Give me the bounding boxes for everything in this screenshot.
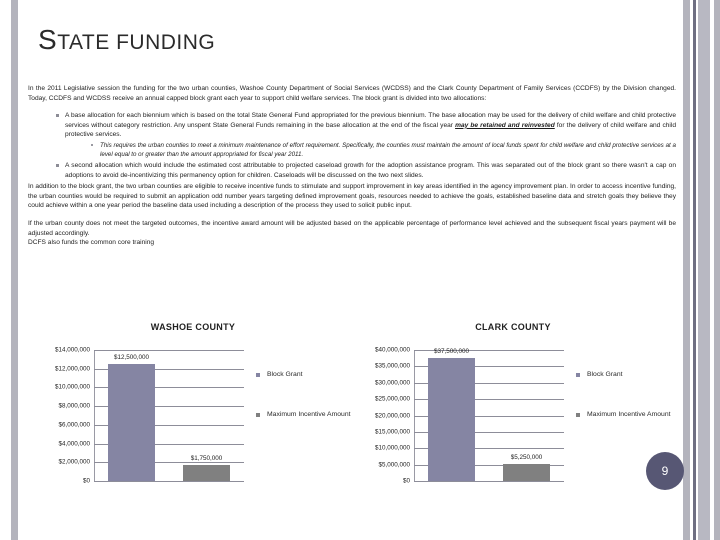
page-title-initial: S xyxy=(38,24,58,55)
allocation-bullet-list xyxy=(28,111,676,180)
sub-bullet-maintenance-of-effort: This requires the urban counties to meet a minimum maintenance of effort requirement. Specifically, the counties must maintain the amount of local funds spent for child welfare and child protective services at a level equal to or greater than the amount appropriated for fiscal year 2011. xyxy=(91,141,676,159)
y-axis-tick-label: $8,000,000 xyxy=(58,402,90,410)
y-axis-tick-label: $10,000,000 xyxy=(374,444,410,452)
y-axis-tick-label: $20,000,000 xyxy=(374,412,410,419)
legend-label-max-incentive: Maximum Incentive Amount xyxy=(587,410,671,418)
y-axis-tick-label: $5,000,000 xyxy=(378,461,410,469)
y-axis-tick-label: $4,000,000 xyxy=(58,440,90,448)
chart-clark-legend xyxy=(576,370,672,419)
y-axis-tick-label: $2,000,000 xyxy=(58,458,90,466)
bar-max-incentive xyxy=(503,464,550,481)
bar-max-incentive xyxy=(183,465,230,481)
chart-clark-title: CLARK COUNTY xyxy=(475,322,551,332)
legend-swatch-icon xyxy=(256,373,260,377)
legend-label-max-incentive: Maximum Incentive Amount xyxy=(267,410,351,418)
y-axis-tick-label: $0 xyxy=(402,477,410,485)
bar-block-grant xyxy=(108,364,155,481)
bar-value-label: $1,750,000 xyxy=(190,454,223,462)
page-title-rest: TATE FUNDING xyxy=(57,31,216,54)
legend-item-max-incentive xyxy=(576,410,672,420)
bullet-base-allocation-text-a: A base allocation for each biennium which is based on the total State General Fund appropriated for the previous biennium. The base allocation may be used for the delivery of child welfare and child protective services without category restriction. Any unspent State General Funds remaining in the base allocation at the end of the fiscal year xyxy=(65,112,676,129)
slide-body xyxy=(28,84,676,256)
chart-washoe-title: WASHOE COUNTY xyxy=(150,322,236,332)
legend-item-max-incentive xyxy=(256,410,352,420)
gridline xyxy=(82,477,244,485)
paragraph-common-core: DCFS also funds the common core training xyxy=(28,239,155,247)
y-axis-tick-label: $15,000,000 xyxy=(374,428,410,436)
right-stripe-1 xyxy=(683,0,690,540)
chart-washoe-county xyxy=(28,322,358,497)
bar-value-label: $12,500,000 xyxy=(113,354,150,362)
y-axis-tick-label: $35,000,000 xyxy=(374,362,410,370)
chart-clark-plot xyxy=(374,346,564,485)
chart-washoe-legend xyxy=(256,370,352,419)
bullet-second-allocation: A second allocation which would include the estimated cost attributable to projected caseload growth for the adoption assistance program. This was separated out of the block grant so there wasn't a cap on adoptions to avoid de-incentivizing this permanency option for children. Caseloads will be discussed on the two next slides. xyxy=(56,161,676,180)
page-title xyxy=(38,24,215,56)
y-axis-tick-label: $14,000,000 xyxy=(54,346,90,354)
gridline xyxy=(54,346,244,354)
gridline xyxy=(402,477,564,485)
bullet-base-allocation-emphasis: may be retained and reinvested xyxy=(455,121,555,129)
legend-swatch-icon xyxy=(256,413,260,417)
y-axis-tick-label: $40,000,000 xyxy=(374,346,410,354)
bar-block-grant xyxy=(428,358,475,481)
paragraph-adjustment: If the urban county does not meet the targeted outcomes, the incentive award amount will be adjusted based on the applicable percentage of performance level achieved and the subsequent fiscal years payment will be adjusted accordingly. xyxy=(28,219,676,237)
right-stripe-4 xyxy=(714,0,720,540)
legend-item-block-grant xyxy=(256,370,352,380)
legend-swatch-icon xyxy=(576,373,580,377)
y-axis-tick-label: $10,000,000 xyxy=(54,383,90,391)
left-edge-stripe xyxy=(11,0,18,540)
y-axis-tick-label: $25,000,000 xyxy=(374,395,410,403)
y-axis-tick-label: $6,000,000 xyxy=(58,421,90,429)
bar-value-label: $37,500,000 xyxy=(433,348,470,356)
right-edge-stripes xyxy=(678,0,720,540)
right-stripe-3 xyxy=(698,0,710,540)
chart-washoe-plot xyxy=(54,346,244,485)
sub-bullet-list xyxy=(65,141,676,159)
legend-label-block-grant: Block Grant xyxy=(267,371,303,378)
y-axis-tick-label: $0 xyxy=(82,477,90,485)
y-axis-tick-label: $12,000,000 xyxy=(54,365,90,373)
bar-value-label: $5,250,000 xyxy=(510,453,543,461)
page-number-badge: 9 xyxy=(646,452,684,490)
legend-label-block-grant: Block Grant xyxy=(587,371,623,378)
right-stripe-2 xyxy=(693,0,696,540)
paragraph-incentive-funds: In addition to the block grant, the two urban counties are eligible to receive incentive funds to stimulate and support improvement in key areas identified in the agency improvement plan. In order to access incentive funding, the urban counties would be required to submit an application odd number years targeting defined improvement goals, resources needed to achieve the goals, established baseline data and stretch goals they believe they could achieve within a one year period the baseline data used including a description of the process they used to solicit public input. xyxy=(28,183,676,210)
legend-item-block-grant xyxy=(576,370,672,380)
bullet-base-allocation xyxy=(56,111,676,159)
chart-clark-county xyxy=(348,322,678,497)
legend-swatch-icon xyxy=(576,413,580,417)
paragraph-intro: In the 2011 Legislative session the funding for the two urban counties, Washoe County Department of Social Services (WCDSS) and the Clark County Department of Family Services (CCDFS) by the Division changed. Today, CCDFS and WCDSS receive an annual capped block grant each year to support child welfare services. The block grant is divided into two allocations: xyxy=(28,85,676,102)
y-axis-tick-label: $30,000,000 xyxy=(374,379,410,387)
bullet-base-allocation-text-b: for the delivery of child welfare and child protective services. xyxy=(65,121,677,139)
